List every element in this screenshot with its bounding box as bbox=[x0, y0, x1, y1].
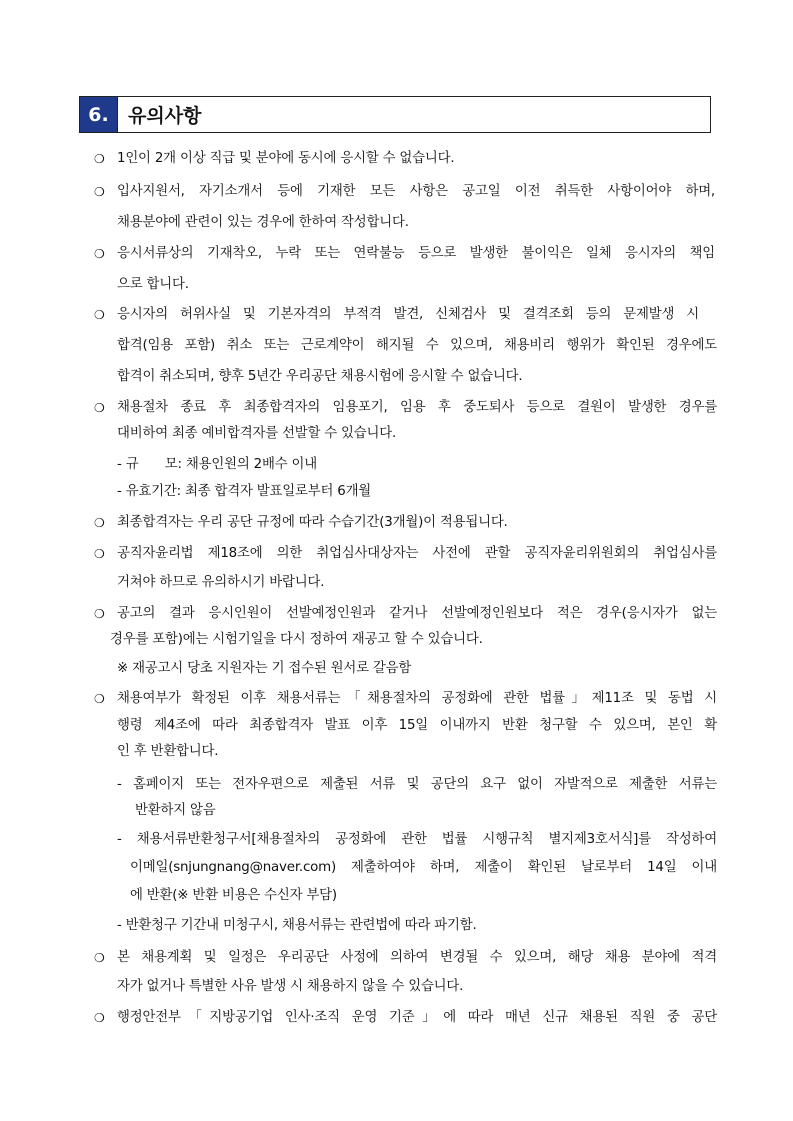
text-line: 채용분야에 관련이 있는 경우에 한하여 작성합니다. bbox=[117, 215, 409, 230]
text-line: 거쳐야 하므로 유의하시기 바랍니다. bbox=[117, 575, 325, 590]
text-line: 으로 합니다. bbox=[117, 277, 189, 292]
text-line: 행정안전부「지방공기업 인사‧조직 운영 기준」에 따라 매년 신규 채용된 직원 중 공단 bbox=[117, 1010, 717, 1025]
text-line: - 유효기간: 최종 합격자 발표일로부터 6개월 bbox=[117, 484, 372, 499]
text-line: 최종합격자는 우리 공단 규정에 따라 수습기간(3개월)이 적용됩니다. bbox=[117, 515, 508, 530]
text-line: - 채용서류반환청구서[채용절차의 공정화에 관한 법률 시행규칙 별지제3호서식]를 작성하여 bbox=[117, 832, 717, 847]
section-title: 유의사항 bbox=[117, 97, 710, 132]
text-line: 자가 없거나 특별한 사유 발생 시 채용하지 않을 수 있습니다. bbox=[117, 979, 464, 994]
text-line: 본 채용계획 및 일정은 우리공단 사정에 의하여 변경될 수 있으며, 해당 채용 분야에 적격 bbox=[117, 950, 717, 965]
bullet-symbol: ❍ bbox=[94, 951, 105, 965]
text-line: 행령 제4조에 따라 최종합격자 발표 이후 15일 이내까지 반환 청구할 수 있으며, 본인 확 bbox=[117, 718, 717, 733]
bullet-symbol: ❍ bbox=[94, 185, 105, 199]
section-number: 6. bbox=[80, 97, 117, 132]
text-line: ※ 재공고시 당초 지원자는 기 접수된 원서로 갈음함 bbox=[117, 661, 412, 676]
bullet-symbol: ❍ bbox=[94, 516, 105, 530]
bullet-symbol: ❍ bbox=[94, 607, 105, 621]
text-line: 인 후 반환합니다. bbox=[117, 744, 219, 759]
text-line: - 규 모: 채용인원의 2배수 이내 bbox=[117, 457, 317, 472]
text-line: 반환하지 않음 bbox=[135, 803, 216, 818]
text-line: 응시자의 허위사실 및 기본자격의 부적격 발견, 신체검사 및 결격조회 등의 문제발생 시 bbox=[117, 307, 699, 322]
text-line: - 홈페이지 또는 전자우편으로 제출된 서류 및 공단의 요구 없이 자발적으로 제출한 서류는 bbox=[117, 777, 717, 792]
text-line: 채용여부가 확정된 이후 채용서류는「채용절차의 공정화에 관한 법률」제11조 및 동법 시 bbox=[117, 691, 717, 706]
bullet-symbol: ❍ bbox=[94, 692, 105, 706]
text-line: 경우를 포함)에는 시험기일을 다시 정하여 재공고 할 수 있습니다. bbox=[110, 632, 483, 647]
text-line: 공고의 결과 응시인원이 선발예정인원과 같거나 선발예정인원보다 적은 경우(응시자가 없는 bbox=[117, 606, 717, 621]
bullet-symbol: ❍ bbox=[94, 401, 105, 415]
text-line: 공직자윤리법 제18조에 의한 취업심사대상자는 사전에 관할 공직자윤리위원회의 취업심사를 bbox=[117, 546, 717, 561]
text-line: 입사지원서, 자기소개서 등에 기재한 모든 사항은 공고일 이전 취득한 사항이어야 하며, bbox=[117, 184, 715, 199]
text-line: - 반환청구 기간내 미청구시, 채용서류는 관련법에 따라 파기함. bbox=[117, 918, 477, 933]
text-line: 채용절차 종료 후 최종합격자의 임용포기, 임용 후 중도퇴사 등으로 결원이 발생한 경우를 bbox=[117, 400, 717, 415]
bullet-symbol: ❍ bbox=[94, 247, 105, 261]
text-line: 에 반환(※ 반환 비용은 수신자 부담) bbox=[130, 888, 337, 903]
text-line: 1인이 2개 이상 직급 및 분야에 동시에 응시할 수 없습니다. bbox=[117, 151, 455, 166]
bullet-symbol: ❍ bbox=[94, 308, 105, 322]
text-line: 합격(임용 포함) 취소 또는 근로계약이 해지될 수 있으며, 채용비리 행위가 확인된 경우에도 bbox=[117, 338, 717, 353]
bullet-symbol: ❍ bbox=[94, 152, 105, 166]
bullet-symbol: ❍ bbox=[94, 1011, 105, 1025]
text-line: 응시서류상의 기재착오, 누락 또는 연락불능 등으로 발생한 불이익은 일체 응시자의 책임 bbox=[117, 246, 715, 261]
text-line: 대비하여 최종 예비합격자를 선발할 수 있습니다. bbox=[117, 426, 397, 441]
section-header bbox=[79, 96, 711, 133]
bullet-symbol: ❍ bbox=[94, 547, 105, 561]
text-line: 합격이 취소되며, 향후 5년간 우리공단 채용시험에 응시할 수 없습니다. bbox=[117, 369, 523, 384]
text-line: 이메일(snjungnang@naver.com) 제출하여야 하며, 제출이 확인된 날로부터 14일 이내 bbox=[130, 860, 717, 875]
